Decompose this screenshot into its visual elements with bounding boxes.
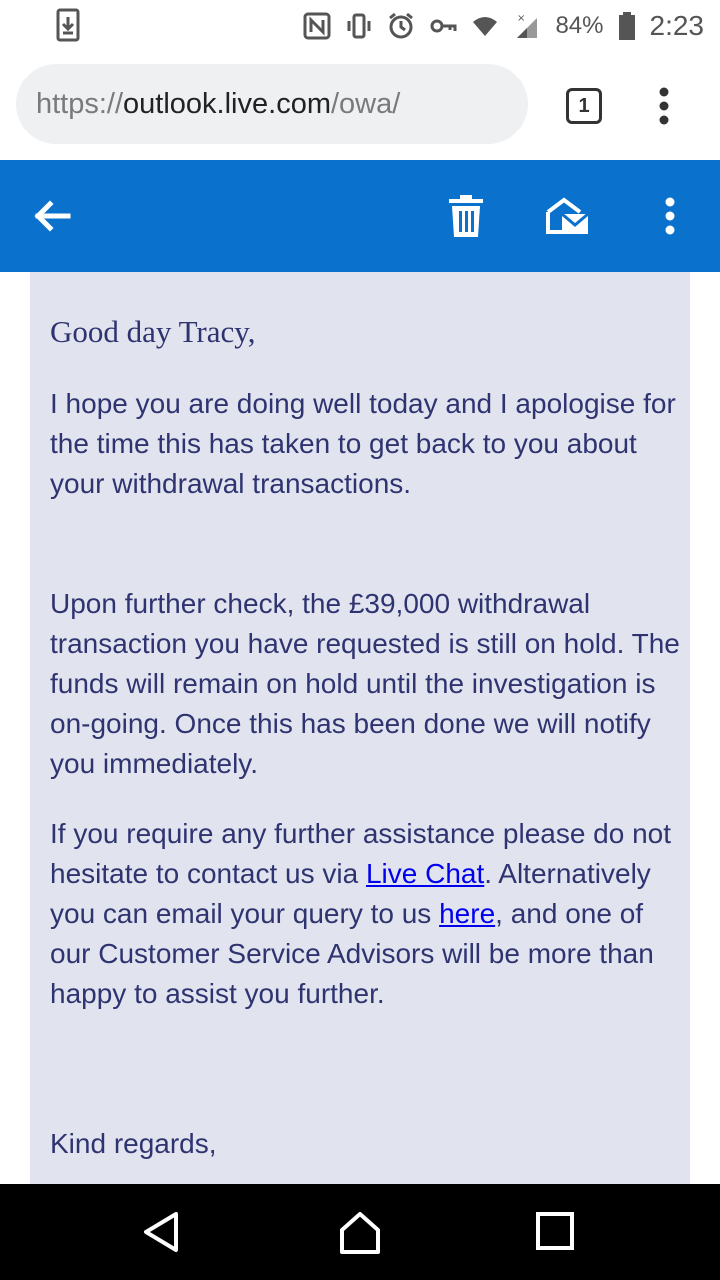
greeting: Good day Tracy, (50, 314, 256, 349)
message-pane[interactable] (0, 272, 720, 1184)
paragraph-3-text: , and one of our Customer Service Advisors will be more than happy to assist you further. (50, 898, 654, 1009)
delete-button[interactable] (438, 188, 494, 244)
address-bar[interactable] (16, 64, 528, 144)
nav-recents-button[interactable] (532, 1208, 580, 1256)
more-vert-icon (652, 82, 676, 130)
paragraph-2: Upon further check, the £39,000 withdrawal transaction you have requested is still on hold. The funds will remain on hold until the investigation is on-going. Once this has been done we will notify you immediately. (50, 588, 680, 779)
back-arrow-icon (32, 200, 72, 232)
nav-home-button[interactable] (336, 1208, 384, 1256)
battery-icon (618, 12, 636, 40)
vibrate-icon (345, 12, 373, 40)
url-path: /owa/ (330, 87, 401, 120)
back-button[interactable] (24, 188, 80, 244)
nav-home-icon (336, 1208, 384, 1256)
clock: 2:23 (649, 10, 704, 41)
tab-count: 1 (578, 94, 590, 117)
paragraph-3 (50, 814, 680, 1014)
paragraph-3-text: If you require any further assistance please do not hesitate to contact us via (50, 818, 672, 889)
mark-read-button[interactable] (540, 188, 596, 244)
battery-percent: 84% (555, 12, 604, 39)
browser-toolbar (0, 52, 720, 160)
system-nav-bar (0, 1184, 720, 1280)
status-bar (0, 0, 720, 52)
live-chat-link[interactable]: Live Chat (365, 858, 485, 889)
more-options-button[interactable] (642, 188, 698, 244)
tab-switcher-button[interactable] (566, 88, 602, 124)
mark-read-icon (546, 196, 590, 236)
trash-icon (448, 195, 484, 237)
paragraph-1: I hope you are doing well today and I apologise for the time this has taken to get back to you about your withdrawal transactions. (50, 388, 676, 499)
nav-back-icon (138, 1208, 186, 1256)
alarm-icon (387, 12, 415, 40)
wifi-icon (471, 12, 499, 40)
more-vert-icon (662, 196, 678, 236)
email-here-link[interactable]: here (439, 898, 496, 929)
nav-recents-icon (532, 1208, 580, 1256)
url-host: outlook.live.com (123, 87, 331, 120)
nfc-icon (303, 12, 331, 40)
download-icon (56, 8, 80, 42)
browser-menu-button[interactable] (652, 82, 676, 130)
vpn-key-icon (429, 12, 457, 40)
cell-signal-icon (513, 12, 541, 40)
url-scheme: https:// (36, 87, 124, 120)
closing: Kind regards, (50, 1128, 217, 1159)
paragraph-3-text: . Alternatively you can email your query to us (50, 858, 651, 929)
nav-back-button[interactable] (138, 1208, 186, 1256)
mail-toolbar (0, 160, 720, 272)
svg-text:×: × (517, 13, 526, 24)
